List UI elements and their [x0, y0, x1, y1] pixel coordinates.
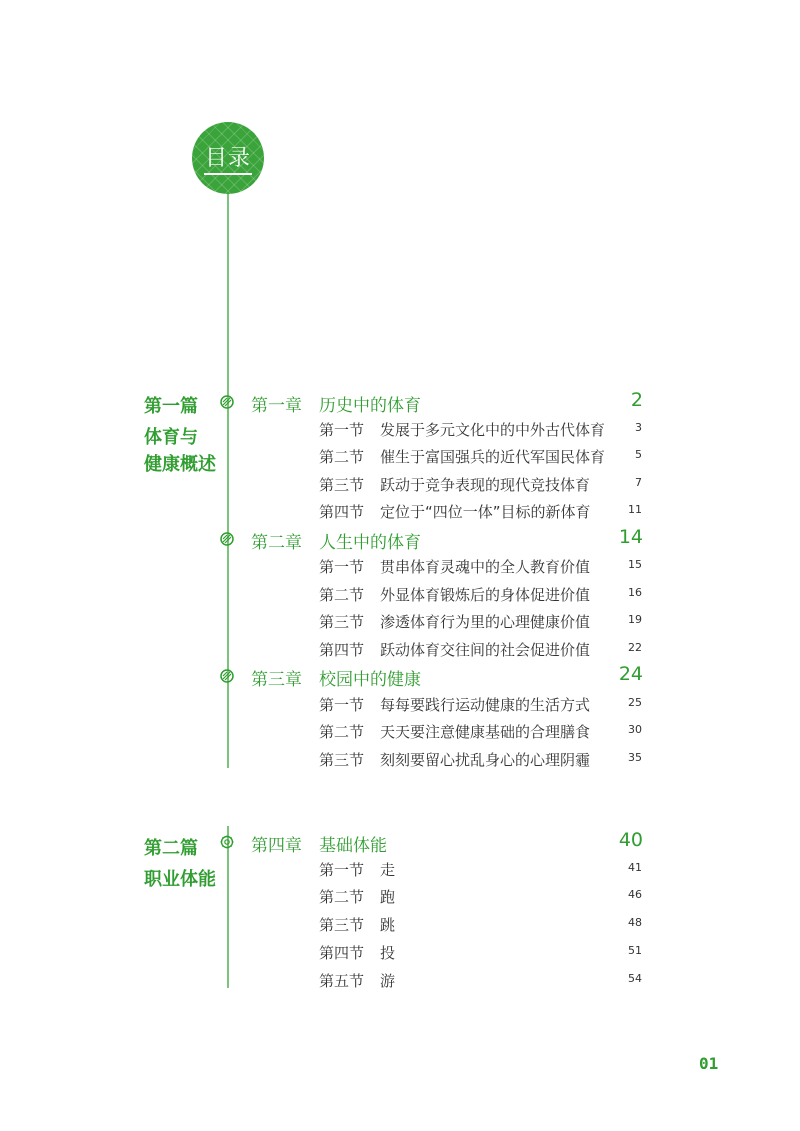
section-number: 第五节: [319, 972, 365, 990]
section-page: 46: [628, 888, 642, 901]
part-2-subtitle-line: 职业体能: [144, 869, 216, 890]
section-row[interactable]: [319, 474, 642, 494]
section-page: 30: [628, 723, 642, 736]
section-page: 54: [628, 972, 642, 985]
section-row[interactable]: [319, 556, 642, 576]
section-page: 25: [628, 696, 642, 709]
chapter-number: 第四章: [251, 836, 302, 856]
chapter-bullet-icon: [220, 532, 234, 546]
section-number: 第四节: [319, 641, 365, 659]
section-row[interactable]: [319, 721, 642, 741]
chapter-page: 40: [618, 829, 643, 851]
section-row[interactable]: [319, 914, 642, 934]
part-2-subtitle: [144, 866, 234, 893]
section-title: 跃动于竞争表现的现代竞技体育: [380, 476, 591, 494]
part-1-subtitle-line: 体育与: [144, 427, 198, 448]
section-row[interactable]: [319, 419, 642, 439]
section-title: 天天要注意健康基础的合理膳食: [380, 723, 591, 741]
section-page: 51: [628, 944, 642, 957]
section-number: 第二节: [319, 888, 365, 906]
section-title: 跑: [380, 888, 396, 906]
section-title: 外显体育锻炼后的身体促进价值: [380, 586, 591, 604]
section-number: 第四节: [319, 503, 365, 521]
section-row[interactable]: [319, 970, 642, 990]
chapter-bullet-icon: [220, 669, 234, 683]
section-title: 游: [380, 972, 396, 990]
toc-title: 目录: [204, 146, 251, 171]
section-number: 第四节: [319, 944, 365, 962]
section-page: 15: [628, 558, 642, 571]
section-page: 11: [628, 503, 642, 516]
section-title: 催生于富国强兵的近代军国民体育: [380, 448, 606, 466]
section-row[interactable]: [319, 694, 642, 714]
chapter-page: 24: [618, 663, 643, 685]
toc-title-badge: [192, 122, 264, 194]
section-number: 第二节: [319, 723, 365, 741]
section-page: 16: [628, 586, 642, 599]
timeline-line-2: [227, 826, 229, 988]
section-page: 7: [635, 476, 642, 489]
section-number: 第一节: [319, 696, 365, 714]
section-row[interactable]: [319, 446, 642, 466]
chapter-page: 2: [630, 389, 643, 411]
section-number: 第二节: [319, 448, 365, 466]
chapter-4-row[interactable]: [251, 829, 643, 856]
section-row[interactable]: [319, 886, 642, 906]
section-row[interactable]: [319, 584, 642, 604]
section-number: 第三节: [319, 916, 365, 934]
chapter-number: 第三章: [251, 670, 302, 690]
section-row[interactable]: [319, 859, 642, 879]
section-title: 发展于多元文化中的中外古代体育: [380, 421, 606, 439]
section-row[interactable]: [319, 639, 642, 659]
section-page: 35: [628, 751, 642, 764]
part-2-name: 第二篇: [144, 838, 198, 859]
part-1-subtitle-line: 健康概述: [144, 454, 216, 475]
section-page: 5: [635, 448, 642, 461]
section-number: 第一节: [319, 558, 365, 576]
chapter-title: 基础体能: [319, 836, 387, 856]
section-page: 19: [628, 613, 642, 626]
section-page: 22: [628, 641, 642, 654]
section-title: 跳: [380, 916, 396, 934]
section-title: 贯串体育灵魂中的全人教育价值: [380, 558, 591, 576]
part-1-subtitle: [144, 424, 234, 478]
section-row[interactable]: [319, 942, 642, 962]
title-underline: [204, 173, 252, 175]
chapter-title: 历史中的体育: [319, 396, 421, 416]
section-number: 第一节: [319, 861, 365, 879]
section-title: 走: [380, 861, 396, 879]
section-row[interactable]: [319, 749, 642, 769]
chapter-number: 第一章: [251, 396, 302, 416]
section-title: 定位于“四位一体”目标的新体育: [380, 503, 591, 521]
chapter-title: 人生中的体育: [319, 533, 421, 553]
section-number: 第三节: [319, 613, 365, 631]
section-number: 第一节: [319, 421, 365, 439]
part-1-name: 第一篇: [144, 396, 198, 417]
section-title: 投: [380, 944, 396, 962]
section-page: 41: [628, 861, 642, 874]
section-title: 刻刻要留心扰乱身心的心理阴霾: [380, 751, 591, 769]
section-title: 渗透体育行为里的心理健康价值: [380, 613, 591, 631]
chapter-page: 14: [618, 526, 643, 548]
section-title: 跃动体育交往间的社会促进价值: [380, 641, 591, 659]
chapter-bullet-gear-icon: [220, 835, 234, 849]
section-page: 48: [628, 916, 642, 929]
chapter-3-row[interactable]: [251, 663, 643, 690]
section-page: 3: [635, 421, 642, 434]
page-number: 01: [699, 1054, 719, 1073]
section-row[interactable]: [319, 611, 642, 631]
section-number: 第三节: [319, 476, 365, 494]
section-number: 第三节: [319, 751, 365, 769]
chapter-title: 校园中的健康: [319, 670, 421, 690]
chapter-bullet-icon: [220, 395, 234, 409]
section-title: 每每要践行运动健康的生活方式: [380, 696, 591, 714]
chapter-number: 第二章: [251, 533, 302, 553]
chapter-1-row[interactable]: [251, 389, 643, 416]
chapter-2-row[interactable]: [251, 526, 643, 553]
section-number: 第二节: [319, 586, 365, 604]
section-row[interactable]: [319, 501, 642, 521]
